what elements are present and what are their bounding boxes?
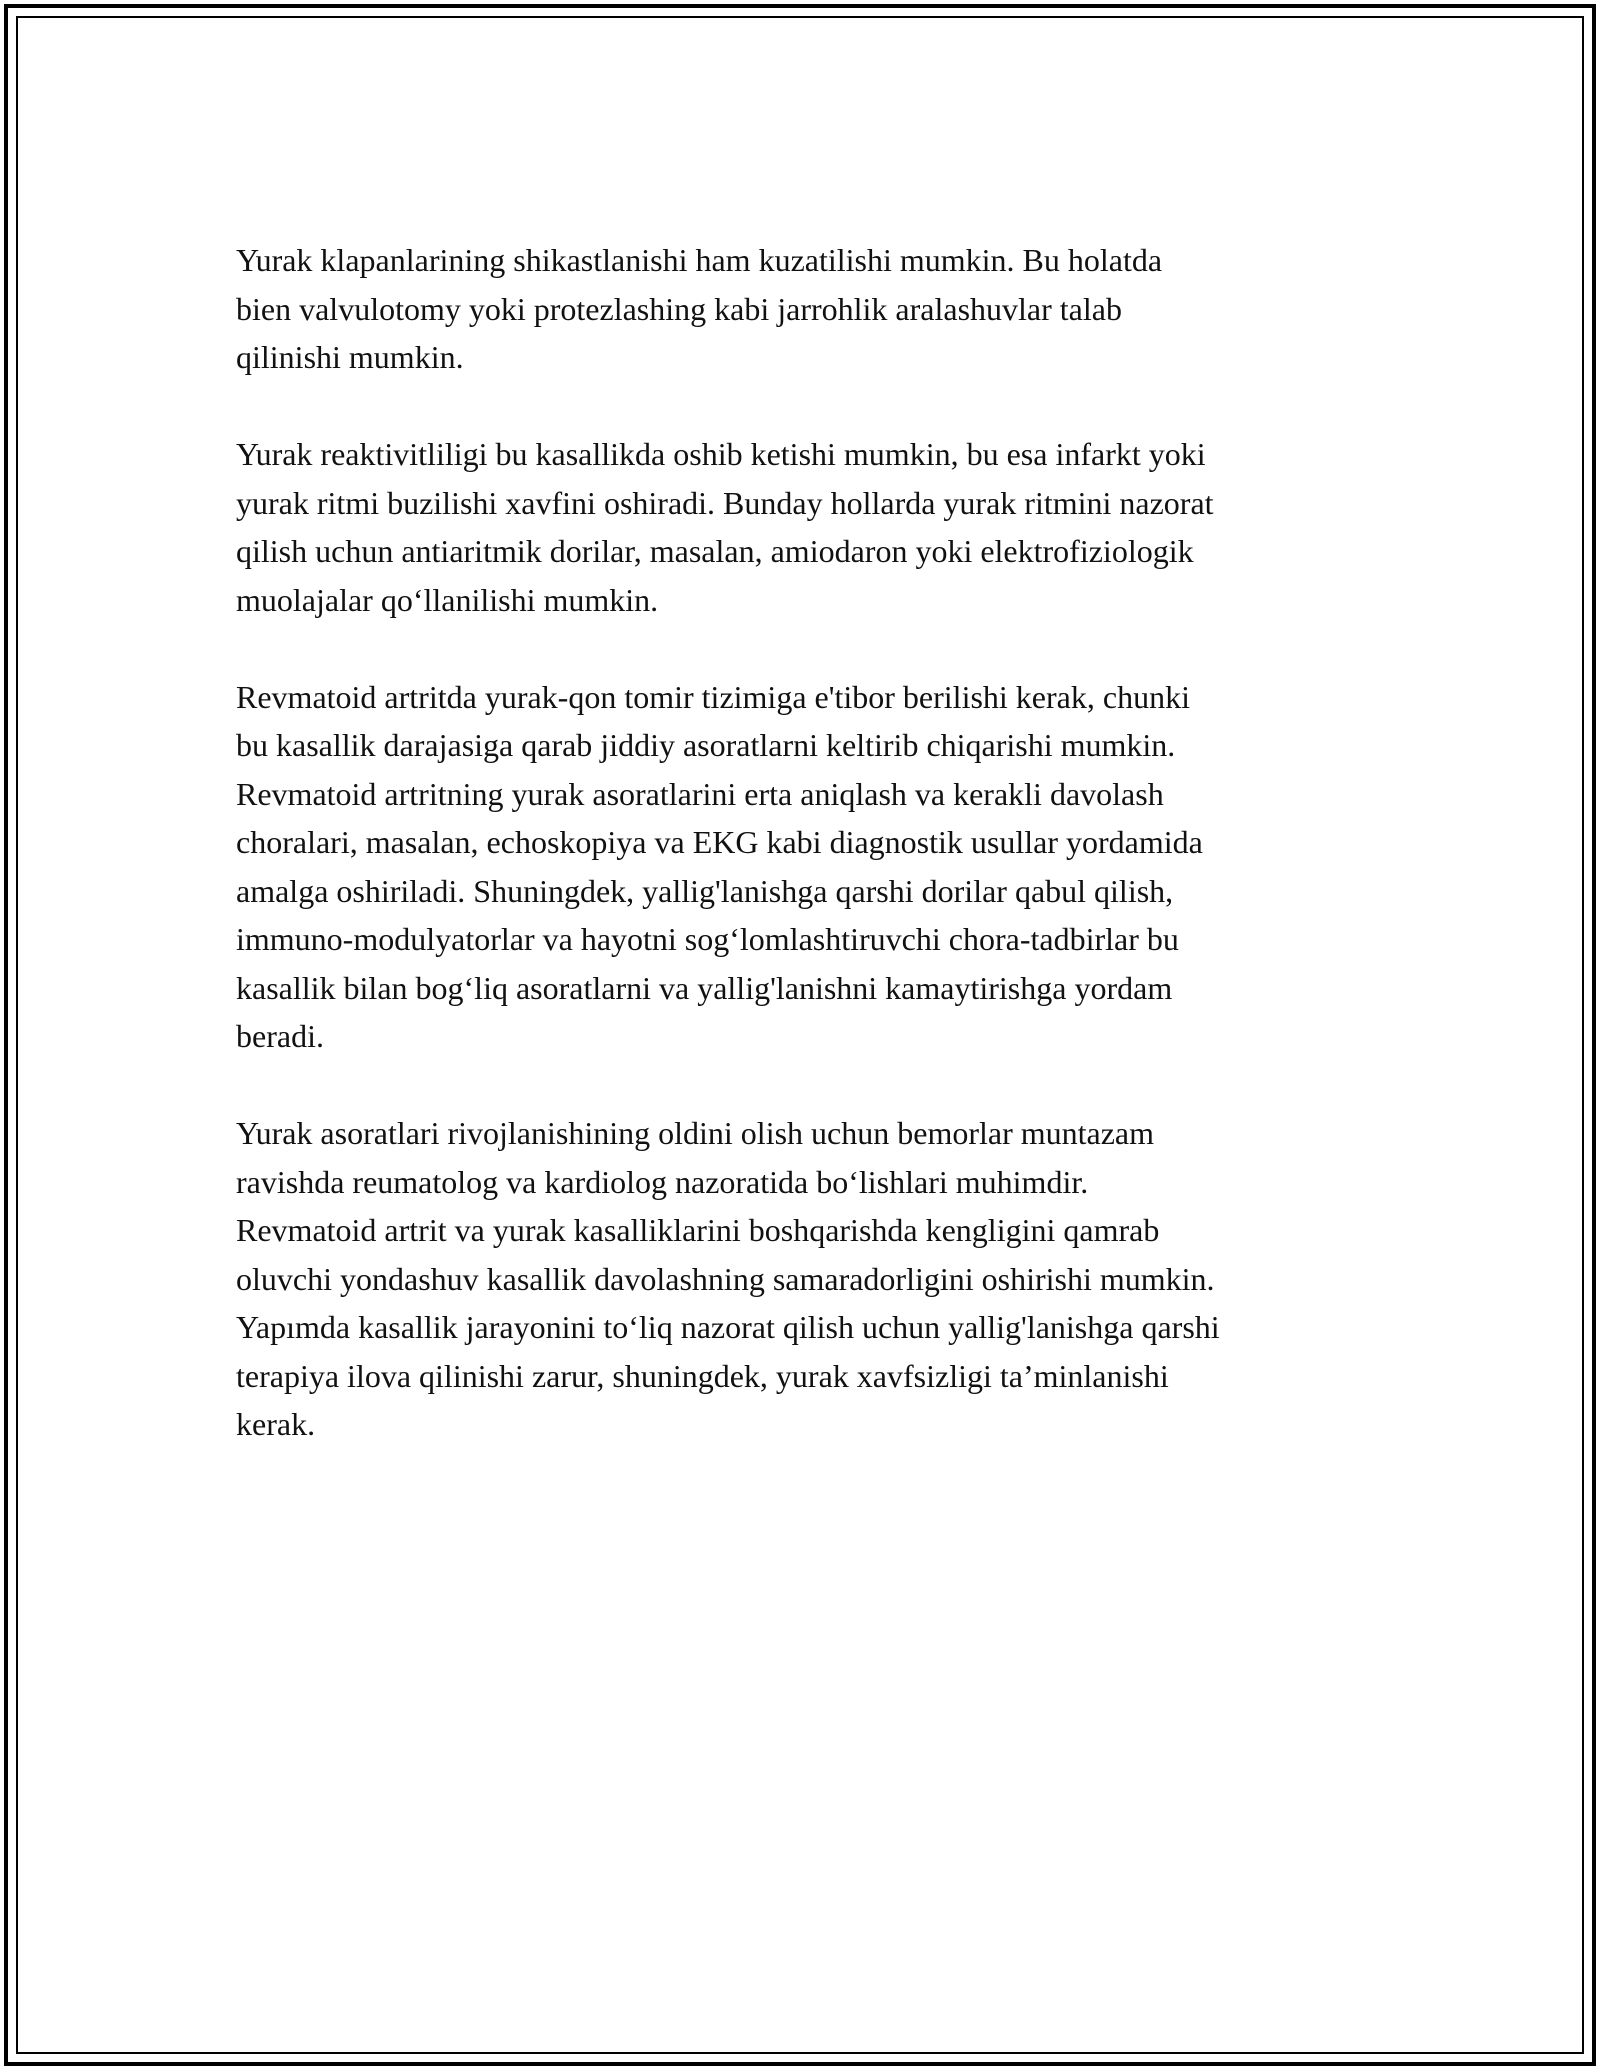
text-line: Yurak klapanlarining shikastlanishi ham kuzatilishi mumkin. Bu holatda [236, 242, 1163, 278]
text-line: Revmatoid artritda yurak-qon tomir tizimiga e'tibor berilishi kerak, chunki [236, 678, 1190, 715]
text-line: yurak ritmi buzilishi xavfini oshiradi. Bunday hollarda yurak ritmini nazorat [236, 484, 1214, 521]
paragraph-heart-reactivity [236, 430, 1376, 624]
paragraph-heart-valves [236, 236, 1376, 382]
text-line: ravishda reumatolog va kardiolog nazoratida bo‘lishlari muhimdir. [236, 1163, 1089, 1200]
text-line: choralari, masalan, echoskopiya va EKG kabi diagnostik usullar yordamida [236, 824, 1203, 860]
text-line: oluvchi yondashuv kasallik davolashning samaradorligini oshirishi mumkin. [236, 1260, 1215, 1297]
text-line: Revmatoid artritning yurak asoratlarini erta aniqlash va kerakli davolash [236, 775, 1164, 812]
text-line: bu kasallik darajasiga qarab jiddiy asoratlarni keltirib chiqarishi mumkin. [236, 727, 1176, 763]
text-line: amalga oshiriladi. Shuningdek, yallig'lanishga qarshi dorilar qabul qilish, [236, 872, 1174, 909]
text-line: terapiya ilova qilinishi zarur, shuningdek, yurak xavfsizligi ta’minlanishi [236, 1357, 1169, 1394]
text-line: Yurak asoratlari rivojlanishining oldini olish uchun bemorlar muntazam [236, 1115, 1155, 1151]
text-line: Yapımda kasallik jarayonini to‘liq nazorat qilish uchun yallig'lanishga qarshi [236, 1309, 1220, 1345]
text-line: qilinishi mumkin. [236, 339, 464, 375]
paragraph-prevention [236, 1109, 1376, 1449]
text-line: kerak. [236, 1406, 316, 1442]
text-line: Yurak reaktivitliligi bu kasallikda oshib ketishi mumkin, bu esa infarkt yoki [236, 436, 1206, 472]
paragraph-cardiovascular-attention [236, 673, 1376, 1061]
document-body [236, 236, 1376, 1497]
text-line: beradi. [236, 1018, 324, 1054]
text-line: muolajalar qo‘llanilishi mumkin. [236, 581, 659, 618]
text-line: kasallik bilan bog‘liq asoratlarni va yallig'lanishni kamaytirishga yordam [236, 969, 1173, 1006]
text-line: Revmatoid artrit va yurak kasalliklarini boshqarishda kengligini qamrab [236, 1212, 1160, 1248]
text-line: bien valvulotomy yoki protezlashing kabi jarrohlik aralashuvlar talab [236, 290, 1122, 327]
text-line: qilish uchun antiaritmik dorilar, masalan, amiodaron yoki elektrofiziologik [236, 533, 1194, 569]
text-line: immuno-modulyatorlar va hayotni sog‘lomlashtiruvchi chora-tadbirlar bu [236, 921, 1179, 957]
